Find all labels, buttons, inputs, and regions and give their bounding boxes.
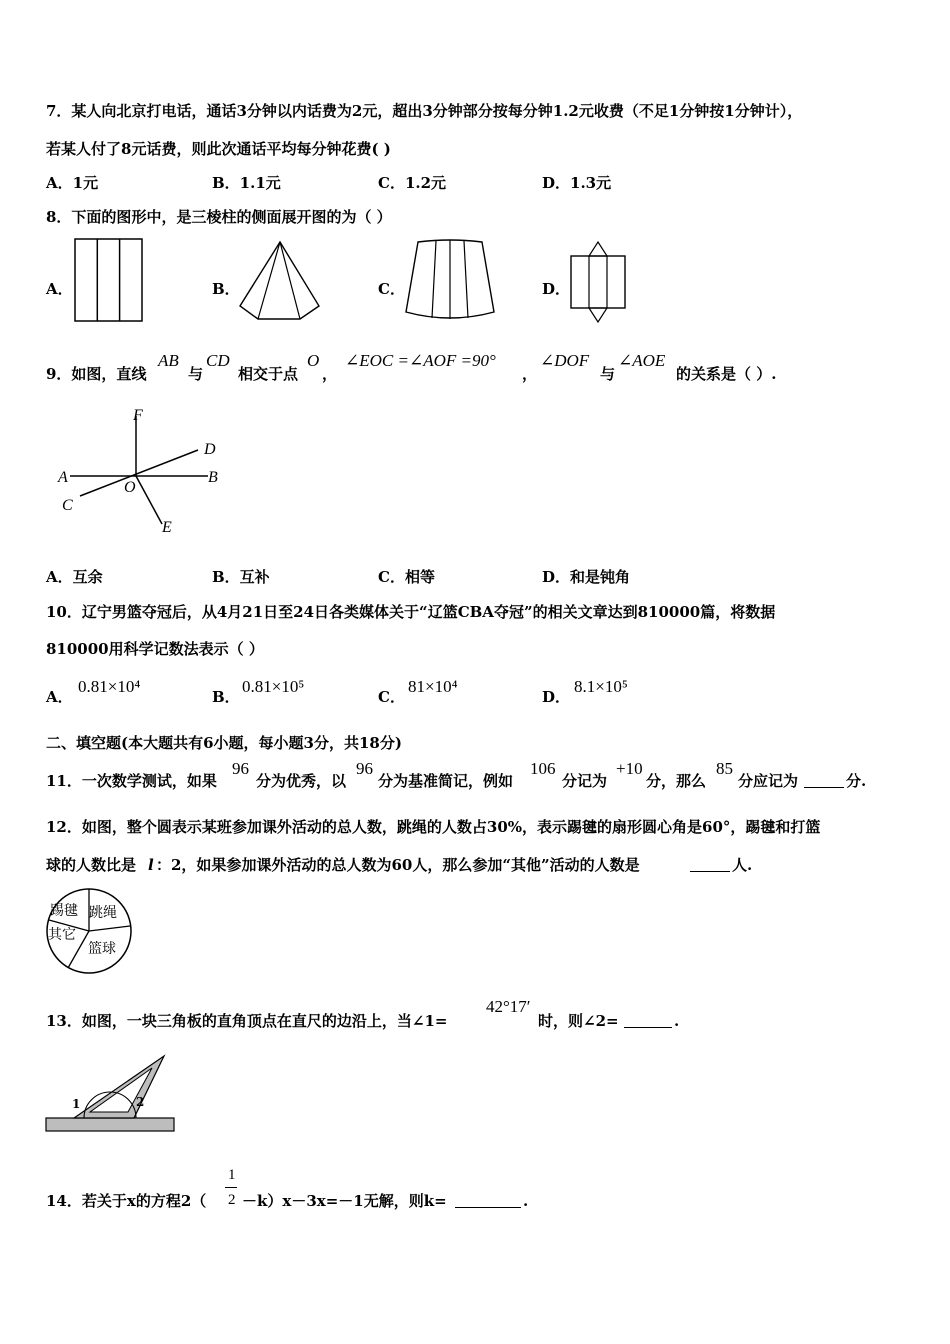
q11-text-5: 分，那么 bbox=[646, 772, 707, 790]
q9-option-c[interactable]: C．相等 bbox=[378, 568, 435, 586]
q8-label-b[interactable]: B． bbox=[212, 280, 240, 298]
q9-option-a[interactable]: A．互余 bbox=[46, 568, 103, 586]
q8-figure-c bbox=[404, 240, 496, 322]
q10-value-b: 0.81×10⁵ bbox=[242, 677, 305, 696]
q9-text-6: 与 bbox=[600, 365, 616, 383]
q8-label-c[interactable]: C． bbox=[378, 280, 405, 298]
q7-line1: 7．某人向北京打电话，通话3分钟以内话费为2元，超出3分钟部分按每分钟1.2元收费（不足1分钟按1分钟计）， bbox=[46, 102, 803, 120]
q11-num-1: 96 bbox=[232, 759, 249, 778]
q11-num-2: 96 bbox=[356, 759, 373, 778]
q9-math-o: O bbox=[307, 351, 320, 370]
q12-line2-a: 球的人数比是 bbox=[46, 856, 137, 874]
q13-label-1: 1 bbox=[72, 1097, 81, 1111]
q9-text-3: 相交于点 bbox=[238, 365, 299, 383]
q9-math-cd: CD bbox=[206, 351, 230, 370]
q7-option-c[interactable]: C．1.2元 bbox=[378, 174, 447, 192]
q9-math-ab: AB bbox=[158, 351, 179, 370]
q9-math-aoe: ∠AOE bbox=[618, 351, 666, 370]
q12-line2-c: ：2，如果参加课外活动的总人数为60人，那么参加“其他”活动的人数是 bbox=[156, 856, 640, 874]
q12-line2-l: l bbox=[148, 856, 154, 874]
q9-text-5: ， bbox=[522, 365, 538, 383]
q12-pie-label-tijian: 踢毽 bbox=[50, 903, 78, 919]
q7-option-d[interactable]: D．1.3元 bbox=[542, 174, 612, 192]
q10-value-a: 0.81×10⁴ bbox=[78, 677, 141, 696]
q9-math-angle-eq: ∠EOC =∠AOF =90° bbox=[345, 351, 496, 370]
q9-text-4: ， bbox=[322, 365, 338, 383]
q14-frac-den: 2 bbox=[228, 1192, 236, 1208]
q9-text-1: 9．如图，直线 bbox=[46, 365, 147, 383]
q11-answer-blank[interactable] bbox=[804, 775, 844, 788]
q11-text-4: 分记为 bbox=[562, 772, 608, 790]
q12-line2-d: 人. bbox=[732, 856, 753, 874]
q11-text-1: 11．一次数学测试，如果 bbox=[46, 772, 217, 790]
q9-option-d[interactable]: D．和是钝角 bbox=[542, 568, 631, 586]
q10-line2: 810000用科学记数法表示（ ） bbox=[46, 640, 264, 658]
q8-figure-d bbox=[568, 240, 628, 324]
q12-pie-label-lanqiu: 篮球 bbox=[88, 941, 116, 957]
q13-angle-value: 42°17′ bbox=[486, 997, 531, 1016]
q10-label-a[interactable]: A． bbox=[46, 688, 73, 706]
q13-text-2: 时，则∠2= bbox=[538, 1012, 619, 1030]
q10-line1: 10．辽宁男篮夺冠后，从4月21日至24日各类媒体关于“辽篮CBA夺冠”的相关文章达到810000篇，将数据 bbox=[46, 603, 776, 621]
q9-label-o: O bbox=[124, 479, 136, 496]
q10-label-d[interactable]: D． bbox=[542, 688, 571, 706]
q13-text-3: . bbox=[674, 1012, 680, 1030]
q9-label-f: F bbox=[133, 407, 143, 424]
q11-text-7: 分. bbox=[846, 772, 867, 790]
q11-text-6: 分应记为 bbox=[738, 772, 799, 790]
q13-figure bbox=[44, 1048, 179, 1134]
q7-line2: 若某人付了8元话费，则此次通话平均每分钟花费( ) bbox=[46, 140, 391, 158]
q12-line1: 12．如图，整个圆表示某班参加课外活动的总人数，跳绳的人数占30%，表示踢毽的扇形圆心角是60°，踢毽和打篮 bbox=[46, 818, 821, 836]
q10-label-c[interactable]: C． bbox=[378, 688, 405, 706]
q11-num-3: 106 bbox=[530, 759, 556, 778]
q14-text-2: －k）x－3x=－1无解，则k= bbox=[242, 1192, 447, 1210]
q11-num-5: 85 bbox=[716, 759, 733, 778]
q7-option-a[interactable]: A．1元 bbox=[46, 174, 99, 192]
q7-option-b[interactable]: B．1.1元 bbox=[212, 174, 281, 192]
q14-text-3: . bbox=[523, 1192, 529, 1210]
q9-label-b: B bbox=[208, 469, 218, 486]
q9-text-7: 的关系是（ ）. bbox=[676, 365, 777, 383]
q12-answer-blank[interactable] bbox=[690, 859, 730, 872]
q10-value-d: 8.1×10⁵ bbox=[574, 677, 628, 696]
q8-figure-b bbox=[238, 240, 322, 322]
q11-num-4: +10 bbox=[616, 759, 643, 778]
q14-text-1: 14．若关于x的方程2（ bbox=[46, 1192, 207, 1210]
q14-answer-blank[interactable] bbox=[455, 1195, 521, 1208]
q11-text-3: 分为基准简记，例如 bbox=[378, 772, 514, 790]
q14-frac-bar bbox=[225, 1187, 237, 1188]
q8-label-d[interactable]: D． bbox=[542, 280, 571, 298]
q12-pie-label-tiaosheng: 跳绳 bbox=[89, 905, 117, 921]
section2-title: 二、填空题(本大题共有6小题，每小题3分，共18分) bbox=[46, 734, 402, 752]
q13-answer-blank[interactable] bbox=[624, 1015, 672, 1028]
q13-label-2: 2 bbox=[136, 1095, 145, 1109]
q9-label-d: D bbox=[204, 441, 216, 458]
q9-option-b[interactable]: B．互补 bbox=[212, 568, 270, 586]
q10-label-b[interactable]: B． bbox=[212, 688, 240, 706]
q13-text-1: 13．如图，一块三角板的直角顶点在直尺的边沿上，当∠1= bbox=[46, 1012, 448, 1030]
q11-text-2: 分为优秀，以 bbox=[256, 772, 347, 790]
q8-figure-a bbox=[74, 238, 144, 324]
q12-pie-label-qita: 其它 bbox=[48, 927, 76, 943]
q9-label-a: A bbox=[58, 469, 68, 486]
q14-frac-num: 1 bbox=[228, 1167, 236, 1183]
q9-label-c: C bbox=[62, 497, 73, 514]
q9-text-2: 与 bbox=[188, 365, 204, 383]
q8-label-a[interactable]: A． bbox=[46, 280, 73, 298]
q10-value-c: 81×10⁴ bbox=[408, 677, 458, 696]
q9-label-e: E bbox=[162, 519, 172, 536]
q9-math-dof: ∠DOF bbox=[540, 351, 590, 370]
q8-stem: 8．下面的图形中，是三棱柱的侧面展开图的为（ ） bbox=[46, 208, 392, 226]
q9-figure bbox=[50, 404, 230, 544]
